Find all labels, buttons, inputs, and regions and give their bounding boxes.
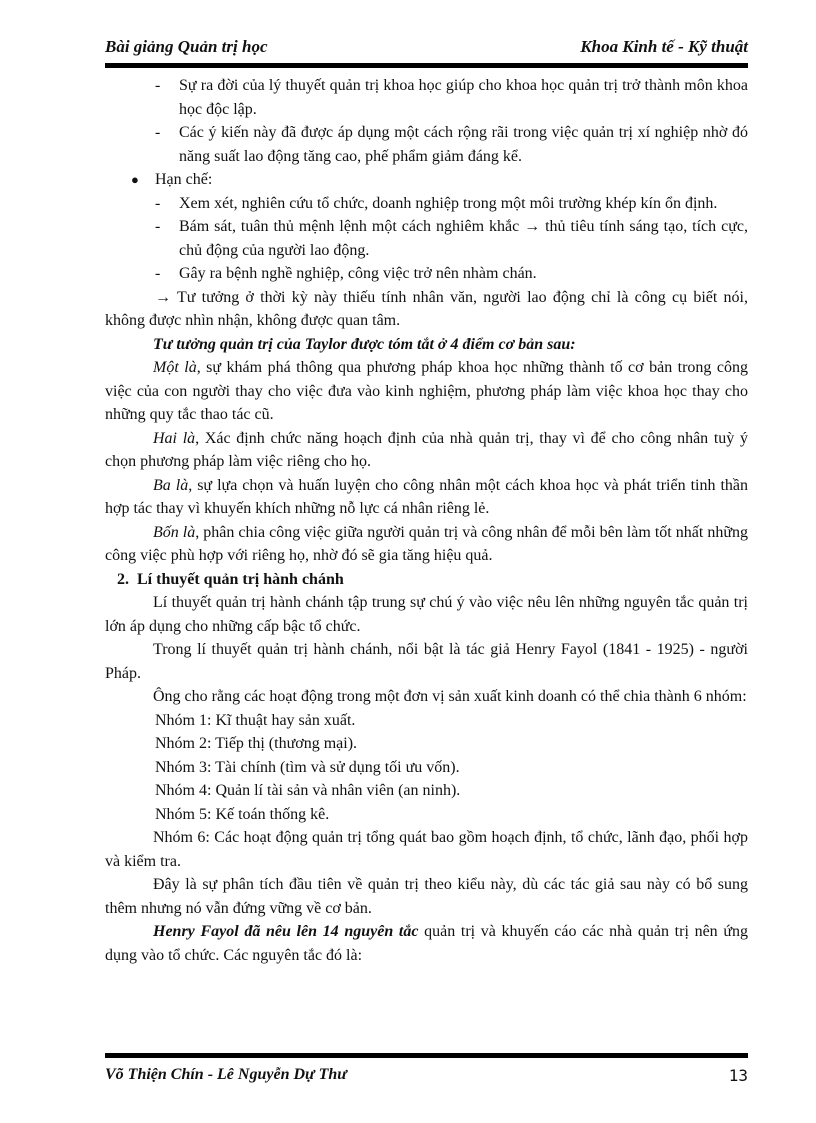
pros-item: - Các ý kiến này đã được áp dụng một cách rộng rãi trong việc quản trị xí nghiệp nhờ đó năng suất lao động tăng cao, phế phẩm giảm đáng kể. (105, 121, 748, 168)
body-paragraph: Lí thuyết quản trị hành chánh tập trung sự chú ý vào việc nêu lên những nguyên tắc quản trị lớn áp dụng cho những cấp bậc tổ chức. (105, 594, 748, 635)
group-item: Nhóm 6: Các hoạt động quản trị tổng quát bao gồm hoạch định, tổ chức, lãnh đạo, phối hợp và kiểm tra. (105, 829, 748, 870)
taylor-point: Ba là, sự lựa chọn và huấn luyện cho công nhân một cách khoa học và phát triển tinh thần hợp tác thay vì khuyến khích những nỗ lực cá nhân riêng lẻ. (105, 476, 748, 517)
dash-marker: - (155, 265, 161, 282)
dash-marker: - (155, 218, 161, 235)
footer-rule (105, 1053, 748, 1058)
body-paragraph: Trong lí thuyết quản trị hành chánh, nổi bật là tác giả Henry Fayol (1841 - 1925) - người Pháp. (105, 641, 748, 682)
conclusion-paragraph: → Tư tưởng ở thời kỳ này thiếu tính nhân văn, người lao động chỉ là công cụ biết nói, không được nhìn nhận, không được quan tâm. (105, 288, 748, 329)
body-paragraph: Ông cho rằng các hoạt động trong một đơn vị sản xuất kinh doanh có thể chia thành 6 nhóm: (153, 688, 747, 705)
dash-marker: - (155, 77, 161, 94)
taylor-point: Hai là, Xác định chức năng hoạch định của nhà quản trị, thay vì để cho công nhân tuỳ ý chọn phương pháp làm việc riêng cho họ. (105, 429, 749, 470)
limits-item: - Xem xét, nghiên cứu tổ chức, doanh nghiệp trong một môi trường khép kín ổn định. (105, 192, 748, 216)
group-item: Nhóm 4: Quản lí tài sản và nhân viên (an ninh). (155, 782, 461, 799)
limits-heading: ● Hạn chế: (105, 168, 748, 192)
page-body (105, 74, 748, 967)
taylor-point: Bốn là, phân chia công việc giữa người quản trị và công nhân để mỗi bên làm tốt nhất những công việc phù hợp với riêng họ, nhờ đó sẽ gia tăng hiệu quả. (105, 523, 749, 564)
header-faculty: Khoa Kinh tế - Kỹ thuật (580, 37, 748, 56)
body-paragraph: Đây là sự phân tích đầu tiên về quản trị theo kiểu này, dù các tác giả sau này có bổ sung thêm nhưng nó vẫn đứng vững về cơ bản. (105, 876, 748, 917)
section-heading: 2. Lí thuyết quản trị hành chánh (117, 570, 344, 588)
limits-item: - Bám sát, tuân thủ mệnh lệnh một cách nghiêm khắc → thủ tiêu tính sáng tạo, tích cực, chủ động của người lao động. (105, 215, 748, 262)
header-rule (105, 63, 748, 68)
taylor-point: Một là, sự khám phá thông qua phương pháp khoa học những thành tố cơ bản trong công việc của con người thay cho việc đưa vào kinh nghiệm, phương pháp làm việc khoa học thay cho những quy tắc thao tác cũ. (105, 359, 749, 423)
header-course-title: Bài giảng Quản trị học (105, 37, 268, 56)
footer-authors: Võ Thiện Chín - Lê Nguyễn Dự Thư (105, 1066, 347, 1083)
body-paragraph: Henry Fayol đã nêu lên 14 nguyên tắc quản trị và khuyến cáo các nhà quản trị nên ứng dụng vào tổ chức. Các nguyên tắc đó là: (105, 923, 749, 964)
page-footer (105, 1066, 748, 1088)
group-item: Nhóm 2: Tiếp thị (thương mại). (155, 735, 358, 752)
bullet-icon: ● (131, 172, 139, 187)
group-item: Nhóm 3: Tài chính (tìm và sử dụng tối ưu vốn). (155, 758, 460, 776)
page-number: 13 (728, 1066, 748, 1085)
group-item: Nhóm 5: Kế toán thống kê. (155, 805, 330, 823)
dash-marker: - (155, 194, 161, 212)
group-item: Nhóm 1: Kĩ thuật hay sản xuất. (155, 711, 356, 729)
page-header (105, 37, 748, 61)
pros-item: - Sự ra đời của lý thuyết quản trị khoa học giúp cho khoa học quản trị trở thành môn khoa học độc lập. (105, 74, 748, 121)
limits-item: - Gây ra bệnh nghề nghiệp, công việc trở nên nhàm chán. (105, 262, 748, 286)
dash-marker: - (155, 124, 161, 141)
taylor-heading: Tư tưởng quản trị của Taylor được tóm tắt ở 4 điểm cơ bản sau: (153, 335, 576, 353)
